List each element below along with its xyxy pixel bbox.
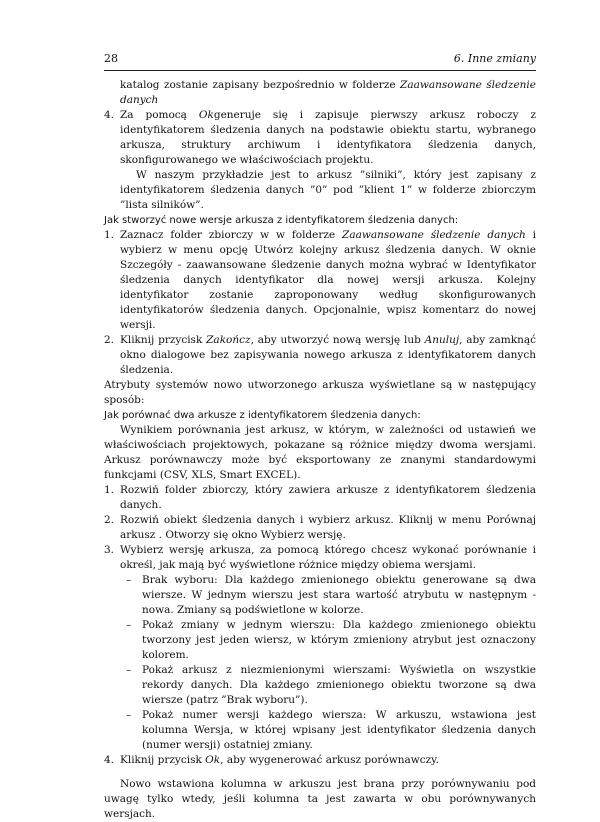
header-rule — [104, 70, 536, 71]
list-item — [104, 753, 536, 768]
emphasis-run: Ok — [205, 754, 221, 766]
list-item — [104, 108, 536, 213]
text-run: , aby zamknąć okno dialogowe bez zapisywania nowego arkusza z identyfikatorem danych śledzenia. — [120, 334, 537, 376]
text-run: Kliknij przycisk — [120, 334, 207, 346]
running-title: 6. Inne zmiany — [453, 52, 536, 65]
paragraph-gap — [104, 768, 536, 777]
list-item — [104, 543, 536, 573]
list-number: 2. — [104, 514, 115, 526]
list-number: 3. — [104, 544, 115, 556]
list-number: 1. — [104, 484, 115, 496]
text-run: Kliknij przycisk — [120, 754, 206, 766]
paragraph: Nowo wstawiona kolumna w arkuszu jest brana przy porównywaniu pod uwagę tylko wtedy, jeśli kolumna ta jest zawarta w obu porównywanych wersjach. — [104, 778, 536, 820]
emphasis-run: Ok — [198, 109, 214, 121]
list-item-text: Rozwiń obiekt śledzenia danych i wybierz arkusz. Kliknij w menu Porównaj arkusz . Otworzy się okno Wybierz wersję. — [120, 514, 536, 541]
list-item — [104, 513, 536, 543]
text-run: i wybierz w menu opcję Utwórz kolejny arkusz śledzenia danych. W oknie Szczegóły - zaawansowane śledzenie danych można wybrać w Identyfikator śledzenia danych identyfikator dla nowej wersji arkusza. Kolejny identyfikator zostanie zaproponowany według skonfigurowanych identyfikatorów śledzenia danych. Opcjonalnie, wpisz komentarz do nowej wersji. — [120, 229, 536, 331]
body-text — [104, 78, 536, 822]
sub-list-item-text: Pokaż arkusz z niezmienionymi wierszami: Wyświetla on wszystkie rekordy danych. Dla każdego zmienionego obiektu tworzone są dwa wiersze (patrz ”Brak wyboru”). — [142, 664, 536, 706]
list-item-text: Rozwiń folder zbiorczy, który zawiera arkusze z identyfikatorem śledzenia danych. — [120, 484, 536, 511]
sub-list-item-text: Pokaż zmiany w jednym wierszu: Dla każdego zmienionego obiektu tworzony jest jeden wiersz, w którym zmieniony atrybut jest oznaczony kolorem. — [142, 619, 536, 661]
text-run: generuje się i zapisuje pierwszy arkusz roboczy z identyfikatorem śledzenia danych na podstawie obiektu startu, wybranego arkusza, struktury archiwum i identyfikatora śledzenia danych, skonfigurowanego we właściwościach projektu. — [120, 109, 536, 166]
sub-list-item-text: Pokaż numer wersji każdego wiersza: W arkuszu, wstawiona jest kolumna Wersja, w której wpisany jest identyfikator śledzenia danych (numer wersji) ostatniej zmiany. — [142, 709, 536, 751]
text-run: Za pomocą — [120, 109, 199, 121]
emphasis-run: Zakończ — [206, 334, 251, 346]
paragraph: Atrybuty systemów nowo utworzonego arkusza wyświetlane są w następujący sposób: — [104, 379, 536, 406]
list-number: 4. — [104, 109, 115, 121]
sub-list-item-text: Brak wyboru: Dla każdego zmienionego obiektu generowane są dwa wiersze. W jednym wierszu jest stara wartość atrybutu w następnym - nowa. Zmiany są podświetlone w kolorze. — [142, 574, 536, 616]
list-item-text — [120, 753, 536, 768]
list-item-text: Wybierz wersję arkusza, za pomocą którego chcesz wykonać porównanie i określ, jak mają być wyświetlone różnice między obiema wersjami. — [120, 544, 536, 571]
list-item-text — [120, 333, 536, 378]
sub-list-item — [104, 708, 536, 753]
list-item-paragraph: W naszym przykładzie jest to arkusz ”silniki”, który jest zapisany z identyfikatorem śledzenia danych ”0” pod ”klient 1” w folderze zbiorczym ”lista silników”. — [120, 169, 536, 211]
page-header — [104, 52, 536, 66]
text-run: Zaznacz folder zbiorczy w w folderze — [120, 229, 343, 241]
list-number: 1. — [104, 229, 115, 241]
text-run: , aby wygenerować arkusz porównawczy. — [220, 754, 440, 766]
list-item — [104, 483, 536, 513]
dash-bullet: – — [126, 709, 132, 721]
emphasis-run: Zaawansowane śledzenie danych — [120, 79, 537, 106]
sub-list-item — [104, 663, 536, 708]
emphasis-run: Anuluj — [424, 334, 460, 346]
page-number: 28 — [104, 52, 118, 65]
sub-list-item — [104, 573, 536, 618]
section-heading: Jak stworzyć nowe wersje arkusza z identyfikatorem śledzenia danych: — [104, 215, 459, 226]
paragraph: Wynikiem porównania jest arkusz, w którym, w zależności od ustawień we właściwościach projektowych, pokazane są różnice między dwoma wersjami. Arkusz porównawczy może być eksportowany ze znanymi standardowymi funkcjami (CSV, XLS, Smart EXCEL). — [104, 424, 536, 481]
list-item — [104, 333, 536, 378]
dash-bullet: – — [126, 664, 132, 676]
text-run: , aby utworzyć nową wersję lub — [250, 334, 425, 346]
list-number: 2. — [104, 334, 115, 346]
dash-bullet: – — [126, 574, 132, 586]
continued-paragraph — [104, 78, 536, 108]
emphasis-run: Zaawansowane śledzenie danych — [342, 229, 526, 241]
text-run: katalog zostanie zapisany bezpośrednio w folderze — [120, 79, 401, 91]
list-item-text — [120, 108, 536, 168]
list-item-text — [120, 228, 536, 333]
list-item — [104, 228, 536, 333]
sub-list-item — [104, 618, 536, 663]
list-number: 4. — [104, 754, 115, 766]
section-heading: Jak porównać dwa arkusze z identyfikatorem śledzenia danych: — [104, 410, 421, 421]
dash-bullet: – — [126, 619, 132, 631]
